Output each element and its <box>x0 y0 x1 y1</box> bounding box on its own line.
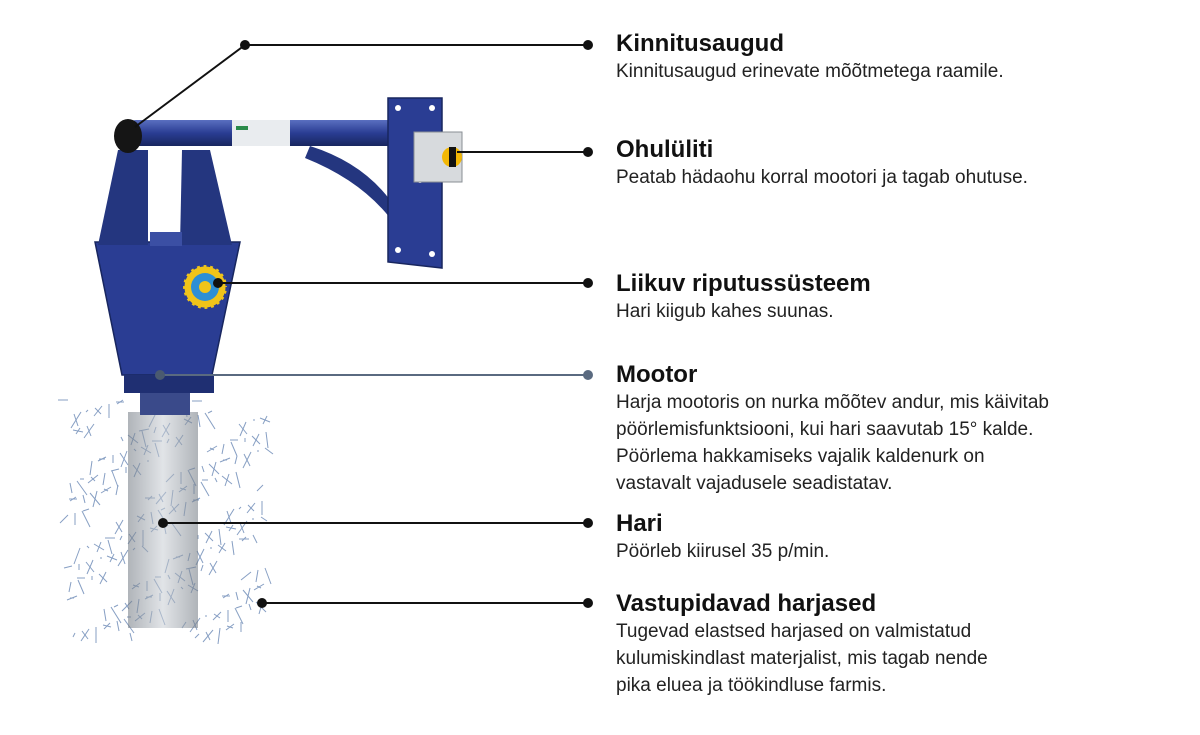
feature-title: Vastupidavad harjased <box>616 590 877 617</box>
feature-description: Kinnitusaugud erinevate mõõtmetega raamile. <box>616 61 1004 82</box>
feature-hari <box>616 510 1186 565</box>
feature-description: Pöörleb kiirusel 35 p/min. <box>616 541 830 562</box>
feature-ohululiti <box>616 136 1186 191</box>
feature-title: Ohulüliti <box>616 136 714 163</box>
leader-kinnitusaugud <box>135 45 588 127</box>
feature-description: Hari kiigub kahes suunas. <box>616 301 834 322</box>
feature-title: Mootor <box>616 361 698 388</box>
feature-description: Peatab hädaohu korral mootori ja tagab ohutuse. <box>616 167 1028 188</box>
feature-harjased <box>616 590 1186 699</box>
emergency-switch <box>414 132 462 182</box>
feature-kinnitusaugud <box>616 30 1186 85</box>
feature-description: Harja mootoris on nurka mõõtev andur, mis käivitab pöörlemisfunktsiooni, kui hari saavutab 15° kalde. Pöörlema hakkamiseks vajalik kaldenurk on vastavalt vajadusele seadistatav. <box>616 392 1049 494</box>
feature-mootor <box>616 361 1186 497</box>
feature-title: Liikuv riputussüsteem <box>616 270 871 297</box>
feature-riputussusteem <box>616 270 1186 325</box>
feature-description: Tugevad elastsed harjased on valmistatud kulumiskindlast materjalist, mis tagab nende pika eluea ja töökindluse farmis. <box>616 621 988 696</box>
feature-title: Hari <box>616 510 663 537</box>
mounting-plate <box>388 98 442 268</box>
mounting-arm <box>114 119 418 218</box>
feature-title: Kinnitusaugud <box>616 30 784 57</box>
